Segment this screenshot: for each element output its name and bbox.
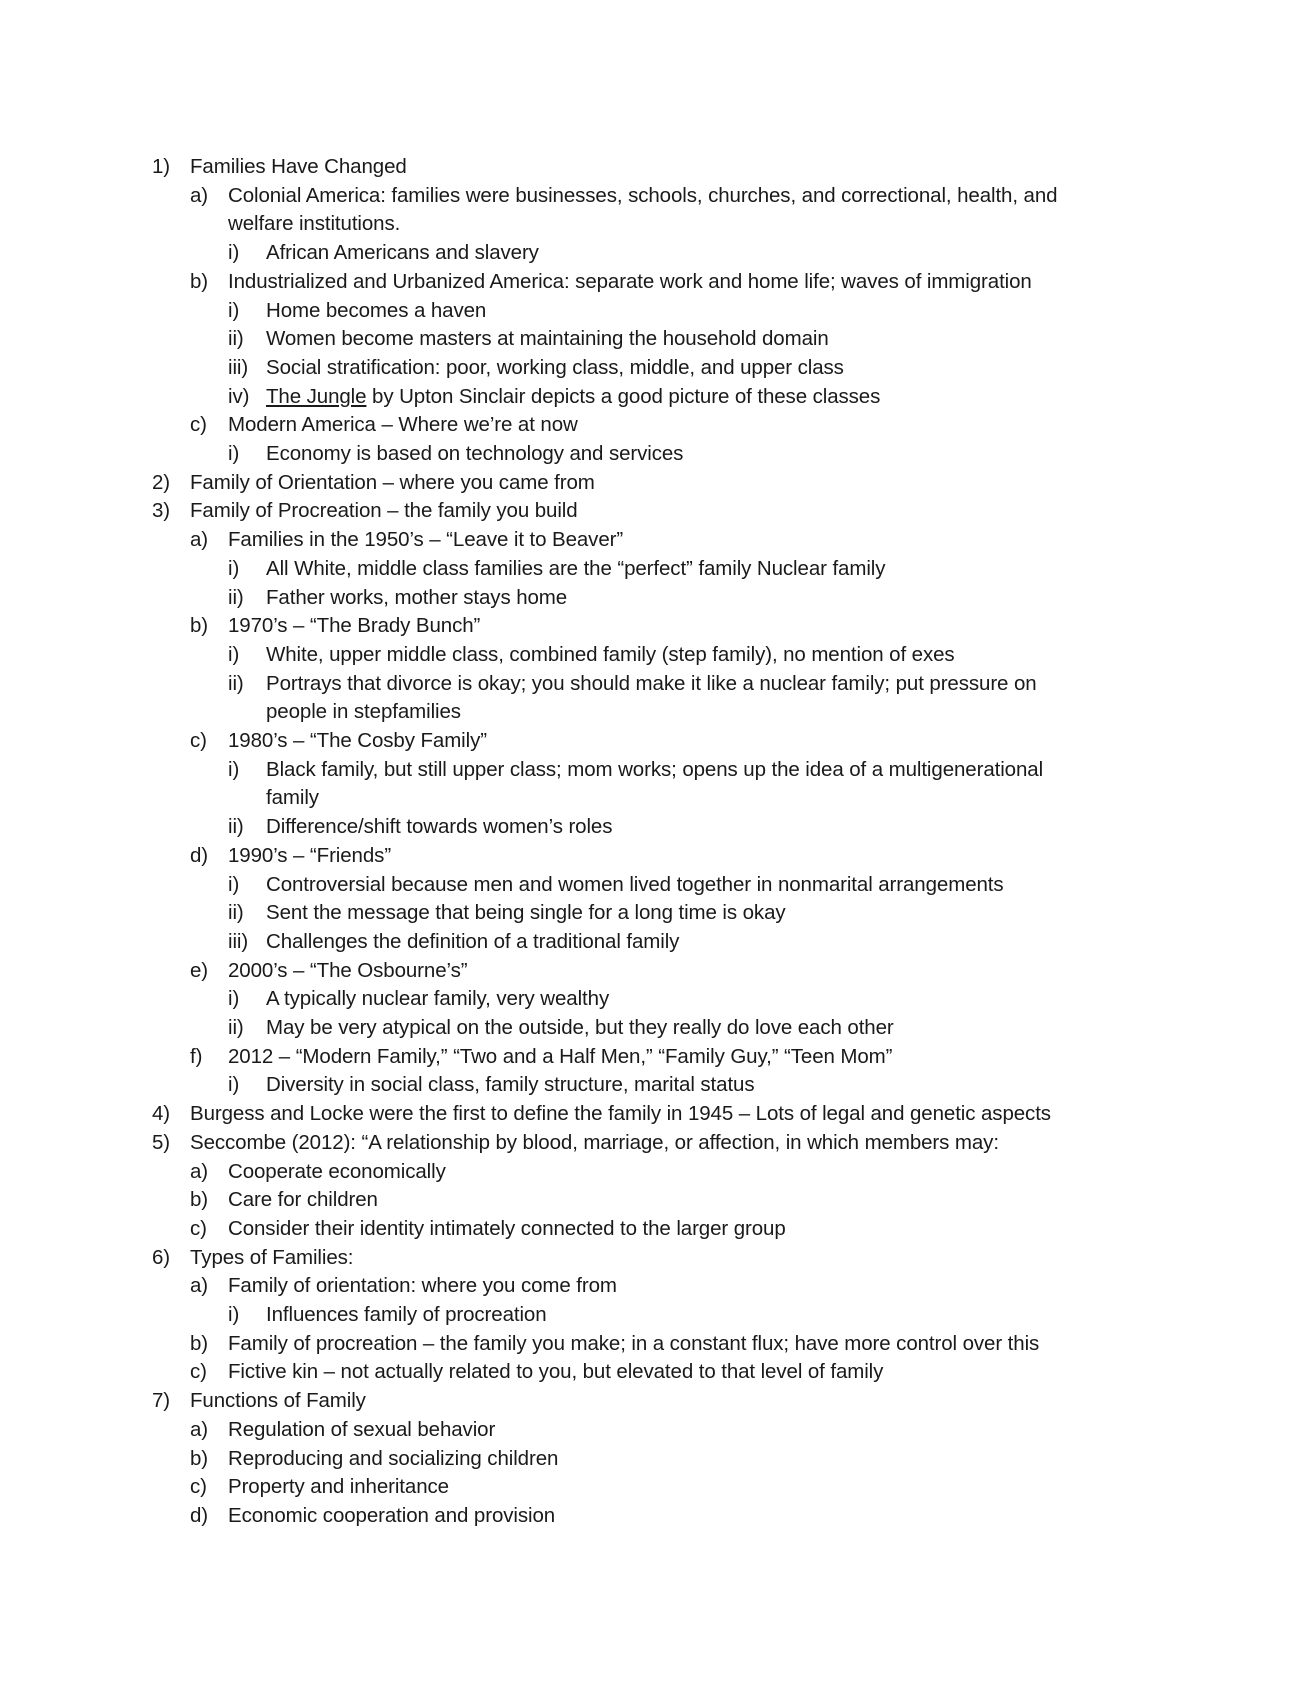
list-item-text: White, upper middle class, combined family (step family), no mention of exes <box>266 642 955 666</box>
list-marker: 5) <box>152 1130 171 1154</box>
list-item-text: welfare institutions. <box>228 212 401 236</box>
list-item-text: Care for children <box>228 1188 378 1212</box>
list-marker: c) <box>190 729 207 752</box>
list-item-text: African Americans and slavery <box>266 241 539 265</box>
list-marker: iii) <box>228 929 249 953</box>
list-item-text: 1970’s – “The Brady Bunch” <box>228 614 481 638</box>
list-marker: i) <box>228 757 240 781</box>
list-item-text: All White, middle class families are the “perfect” family Nuclear family <box>266 556 886 580</box>
list-item-text: Challenges the definition of a traditional family <box>266 929 680 953</box>
list-marker: f) <box>190 1044 203 1068</box>
list-marker: i) <box>228 241 240 265</box>
list-item-text: May be very atypical on the outside, but they really do love each other <box>266 1016 894 1039</box>
list-item-text: 1990’s – “Friends” <box>228 843 392 867</box>
list-item-text: Consider their identity intimately connected to the larger group <box>228 1216 786 1240</box>
list-item-text: Modern America – Where we’re at now <box>228 413 578 437</box>
list-marker: ii) <box>228 585 244 609</box>
list-marker: b) <box>190 269 209 293</box>
list-marker: b) <box>190 1331 209 1355</box>
list-item-text: Controversial because men and women lived together in nonmarital arrangements <box>266 872 1004 896</box>
list-item-text: Influences family of procreation <box>266 1303 547 1326</box>
list-marker: i) <box>228 642 240 666</box>
list-item-text: Home becomes a haven <box>266 298 487 322</box>
list-marker: d) <box>190 843 209 867</box>
list-marker: iii) <box>228 355 249 379</box>
list-marker: i) <box>228 987 240 1011</box>
list-item-text: Families Have Changed <box>190 155 407 178</box>
list-marker: b) <box>190 1188 209 1212</box>
list-marker: ii) <box>228 327 244 351</box>
list-marker: 4) <box>152 1102 171 1126</box>
list-item-text: Family of procreation – the family you make; in a constant flux; have more control over this <box>228 1331 1040 1355</box>
list-item-text: 2012 – “Modern Family,” “Two and a Half Men,” “Family Guy,” “Teen Mom” <box>228 1044 893 1068</box>
list-item-text: Family of Procreation – the family you build <box>190 499 578 523</box>
list-marker: e) <box>190 958 209 982</box>
list-item-text: 2000’s – “The Osbourne’s” <box>228 958 468 982</box>
list-item-text: Diversity in social class, family structure, marital status <box>266 1073 755 1097</box>
list-marker: i) <box>228 298 240 322</box>
list-marker: a) <box>190 1274 209 1298</box>
list-marker: b) <box>190 614 209 638</box>
list-item-text: Father works, mother stays home <box>266 585 568 609</box>
list-marker: ii) <box>228 815 244 839</box>
list-marker: 2) <box>152 470 171 494</box>
list-marker: iv) <box>228 384 250 408</box>
list-marker: ii) <box>228 1016 244 1039</box>
list-item-text: Social stratification: poor, working class, middle, and upper class <box>266 355 844 379</box>
list-marker: i) <box>228 556 240 580</box>
list-item-text: Property and inheritance <box>228 1475 449 1499</box>
list-marker: 3) <box>152 499 171 523</box>
list-item-text: The Jungle by Upton Sinclair depicts a good picture of these classes <box>266 384 881 408</box>
list-marker: a) <box>190 528 209 552</box>
list-item-text: Industrialized and Urbanized America: separate work and home life; waves of immigration <box>228 269 1032 293</box>
list-item-text: Families in the 1950’s – “Leave it to Beaver” <box>228 528 624 552</box>
list-item-text: Cooperate economically <box>228 1159 446 1183</box>
book-title: The Jungle <box>266 384 367 408</box>
list-item-text: family <box>266 786 319 810</box>
list-marker: c) <box>190 1360 207 1384</box>
list-marker: ii) <box>228 901 244 925</box>
list-item-text: Seccombe (2012): “A relationship by blood, marriage, or affection, in which members may: <box>190 1130 999 1154</box>
list-marker: i) <box>228 1073 240 1097</box>
list-item-text: Family of orientation: where you come from <box>228 1274 617 1298</box>
list-item-text: A typically nuclear family, very wealthy <box>266 987 610 1011</box>
list-item-text: Fictive kin – not actually related to you, but elevated to that level of family <box>228 1360 884 1384</box>
list-item-text: Regulation of sexual behavior <box>228 1417 496 1441</box>
list-item-text: people in stepfamilies <box>266 700 461 724</box>
list-marker: 1) <box>152 155 171 178</box>
list-marker: b) <box>190 1446 209 1470</box>
list-marker: c) <box>190 1475 207 1499</box>
list-marker: 6) <box>152 1245 171 1269</box>
list-item-text: Burgess and Locke were the first to define the family in 1945 – Lots of legal and genetic aspects <box>190 1102 1051 1126</box>
list-marker: a) <box>190 1159 209 1183</box>
list-item-text: Colonial America: families were businesses, schools, churches, and correctional, health, and <box>228 183 1058 207</box>
list-item-text: Sent the message that being single for a long time is okay <box>266 901 786 925</box>
list-item-text: Economy is based on technology and services <box>266 442 684 465</box>
list-item-text: Portrays that divorce is okay; you should make it like a nuclear family; put pressure on <box>266 671 1037 695</box>
list-item-text: Functions of Family <box>190 1389 366 1413</box>
list-item-text: 1980’s – “The Cosby Family” <box>228 729 487 752</box>
list-item-text: Economic cooperation and provision <box>228 1503 556 1527</box>
list-marker: d) <box>190 1503 209 1527</box>
list-item-text: Black family, but still upper class; mom works; opens up the idea of a multigenerational <box>266 757 1044 781</box>
list-marker: i) <box>228 1303 240 1326</box>
list-item-text: Reproducing and socializing children <box>228 1446 559 1470</box>
list-marker: ii) <box>228 671 244 695</box>
list-marker: c) <box>190 1216 207 1240</box>
list-item-text: Women become masters at maintaining the household domain <box>266 327 829 351</box>
list-marker: i) <box>228 442 240 465</box>
list-marker: a) <box>190 1417 209 1441</box>
list-item-text: Difference/shift towards women’s roles <box>266 815 613 839</box>
list-item-text: Types of Families: <box>190 1245 354 1269</box>
list-marker: 7) <box>152 1389 171 1413</box>
list-item-text: Family of Orientation – where you came from <box>190 470 595 494</box>
list-marker: a) <box>190 183 209 207</box>
list-marker: i) <box>228 872 240 896</box>
list-marker: c) <box>190 413 207 437</box>
